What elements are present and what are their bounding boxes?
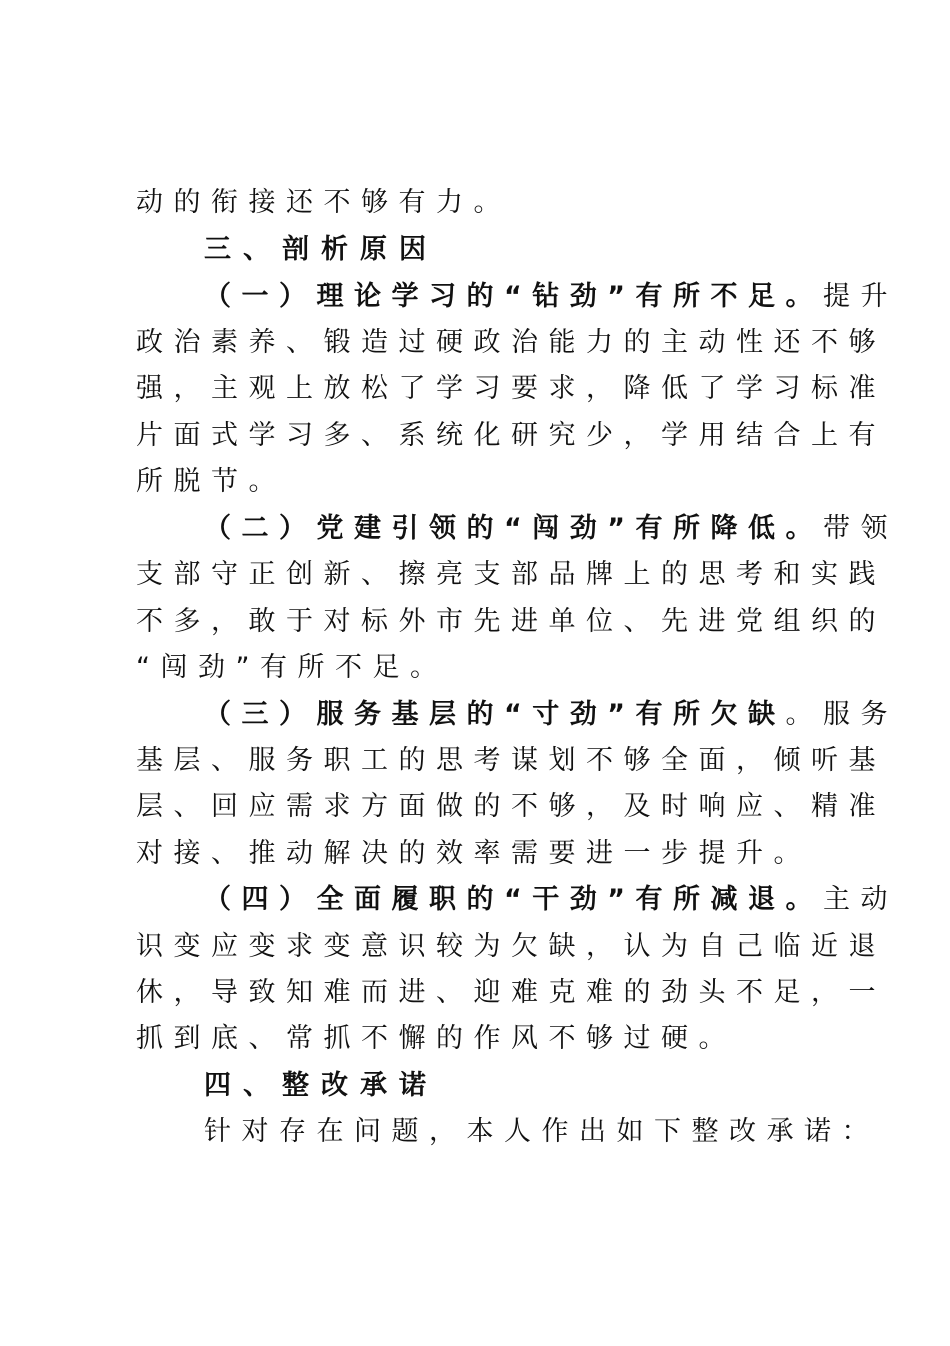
paragraph-line: 所脱节。 [136, 466, 286, 497]
paragraph-text: 提升 [823, 281, 898, 312]
paragraph-line: 强，主观上放松了学习要求，降低了学习标准 [136, 373, 886, 404]
paragraph-line [204, 512, 898, 546]
paragraph-line: 对接、推动解决的效率需要进一步提升。 [136, 838, 811, 869]
section-heading-4: 四、整改承诺 [204, 1070, 438, 1101]
paragraph-text: 带领 [823, 513, 898, 544]
paragraph-line: 针对存在问题，本人作出如下整改承诺： [204, 1116, 879, 1147]
paragraph-text: 。服务 [785, 699, 898, 730]
paragraph-line [204, 883, 898, 917]
paragraph-line: 政治素养、锻造过硬政治能力的主动性还不够 [136, 327, 886, 358]
subheading-2: （二）党建引领的“闯劲”有所降低。 [204, 513, 823, 544]
paragraph-line: 识变应变求变意识较为欠缺，认为自己临近退 [136, 931, 886, 962]
paragraph-line: 动的衔接还不够有力。 [136, 187, 511, 218]
paragraph-line: 休，导致知难而进、迎难克难的劲头不足，一 [136, 977, 886, 1008]
paragraph-line: 层、回应需求方面做的不够，及时响应、精准 [136, 791, 886, 822]
paragraph-line: 支部守正创新、擦亮支部品牌上的思考和实践 [136, 559, 886, 590]
paragraph-line: 片面式学习多、系统化研究少，学用结合上有 [136, 420, 886, 451]
subheading-4: （四）全面履职的“干劲”有所减退。 [204, 884, 823, 915]
paragraph-line: 基层、服务职工的思考谋划不够全面，倾听基 [136, 745, 886, 776]
paragraph-line [204, 280, 898, 314]
paragraph-line: 不多，敢于对标外市先进单位、先进党组织的 [136, 606, 886, 637]
paragraph-text: 主动 [823, 884, 898, 915]
paragraph-line [204, 698, 898, 732]
paragraph-line: “闯劲”有所不足。 [136, 652, 448, 683]
paragraph-line: 抓到底、常抓不懈的作风不够过硬。 [136, 1023, 736, 1054]
section-heading-3: 三、剖析原因 [204, 234, 438, 265]
subheading-3: （三）服务基层的“寸劲”有所欠缺 [204, 699, 786, 730]
subheading-1: （一）理论学习的“钻劲”有所不足。 [204, 281, 823, 312]
